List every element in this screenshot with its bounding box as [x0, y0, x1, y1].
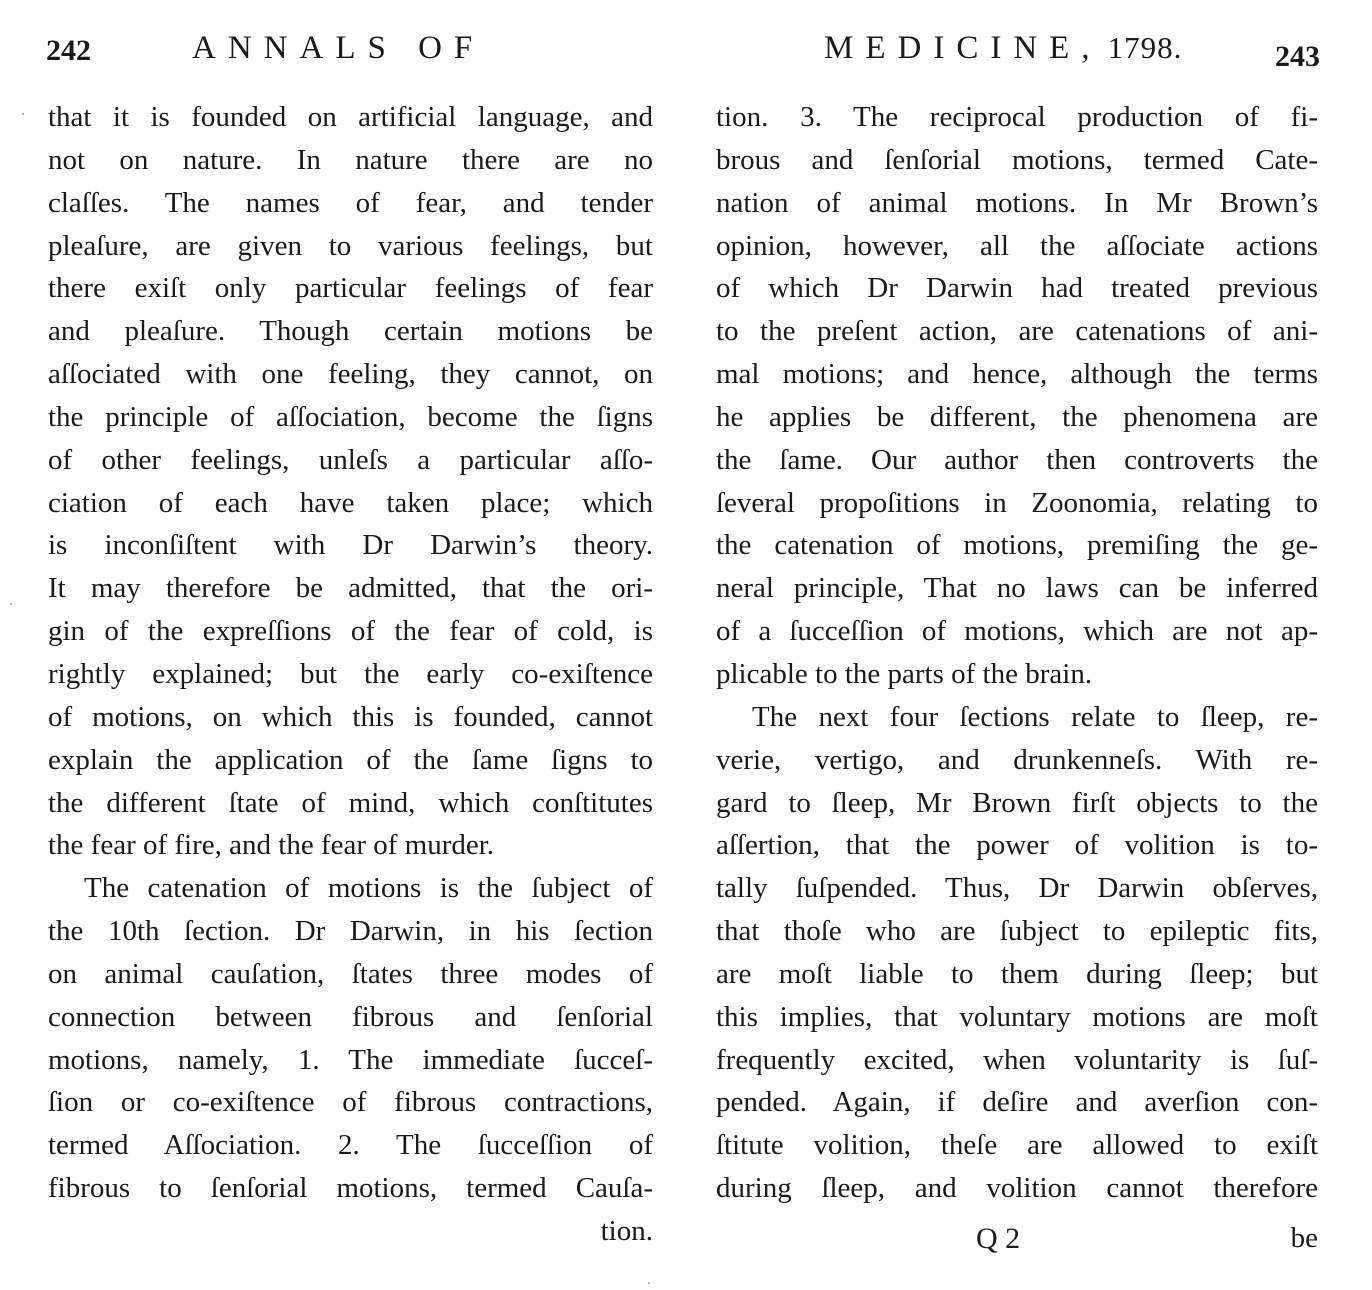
- text-line: motions, namely, 1. The immediate ſucceſ-: [48, 1043, 653, 1076]
- text-line: It may therefore be admitted, that the ori-: [48, 572, 653, 605]
- text-line: of other feelings, unleſs a particular aſſo-: [48, 443, 653, 476]
- text-line: of a ſucceſſion of motions, which are not ap-: [716, 615, 1318, 648]
- text-line: nation of animal motions. In Mr Brown’s: [716, 186, 1318, 219]
- page-footer-right: [716, 1222, 1318, 1264]
- catchword: be: [1290, 1222, 1318, 1254]
- text-line: to the preſent action, are catenations of ani-: [716, 315, 1318, 348]
- running-head-year: 1798.: [1107, 30, 1183, 65]
- text-line: tion. 3. The reciprocal production of fi-: [716, 101, 1318, 133]
- text-line: there exiſt only particular feelings of fear: [48, 272, 653, 305]
- text-line: the catenation of motions, premiſing the ge-: [716, 529, 1318, 562]
- text-line: pleaſure, are given to various feelings, but: [48, 229, 653, 262]
- running-head-right: [686, 30, 1372, 74]
- text-line: fibrous to ſenſorial motions, termed Cauſa-: [48, 1172, 653, 1205]
- print-speck: [22, 113, 24, 115]
- running-head-word: MEDICINE,: [824, 30, 1102, 66]
- text-line: the ſame. Our author then controverts the: [716, 443, 1318, 476]
- text-line: on animal cauſation, ſtates three modes of: [48, 957, 653, 990]
- right-page: [686, 0, 1372, 1290]
- text-line: gard to ſleep, Mr Brown firſt objects to the: [716, 786, 1318, 819]
- text-line: brous and ſenſorial motions, termed Cate-: [716, 143, 1318, 176]
- text-line: the principle of aſſociation, become the ſigns: [48, 400, 653, 433]
- text-column-right: [716, 96, 1318, 1210]
- text-line: of motions, on which this is founded, cannot: [48, 700, 653, 733]
- text-line: plicable to the parts of the brain.: [716, 657, 1093, 690]
- text-line: opinion, however, all the aſſociate actions: [716, 229, 1318, 262]
- text-line: explain the application of the ſame ſigns to: [48, 743, 653, 776]
- text-line: this implies, that voluntary motions are moſt: [716, 1000, 1318, 1033]
- text-line: ciation of each have taken place; which: [48, 486, 653, 519]
- text-column-left: [48, 96, 653, 1253]
- text-line: ſion or co-exiſtence of fibrous contractions,: [48, 1086, 653, 1119]
- text-line: is inconſiſtent with Dr Darwin’s theory.: [48, 529, 653, 562]
- text-line: rightly explained; but the early co-exiſtence: [48, 657, 653, 690]
- text-line: during ſleep, and volition cannot therefore: [716, 1172, 1318, 1205]
- signature-mark: Q 2: [976, 1222, 1021, 1255]
- text-line: he applies be different, the phenomena are: [716, 400, 1318, 433]
- running-head-left: [0, 30, 686, 74]
- print-speck: [10, 603, 12, 605]
- text-line: that it is founded on artificial language, and: [48, 101, 653, 133]
- print-speck: [648, 1282, 650, 1284]
- text-line: claſſes. The names of fear, and tender: [48, 186, 653, 219]
- text-line: The next four ſections relate to ſleep, re-: [752, 700, 1318, 733]
- text-line: gin of the expreſſions of the fear of cold, is: [48, 615, 653, 648]
- page-number-left: 242: [46, 34, 91, 67]
- text-line: tion.: [600, 1214, 653, 1247]
- text-line: are moſt liable to them during ſleep; but: [716, 957, 1318, 990]
- text-line: the 10th ſection. Dr Darwin, in his ſection: [48, 915, 653, 948]
- running-head-title-left: ANNALS OF: [192, 30, 485, 66]
- page-number-right: 243: [1275, 40, 1320, 73]
- text-line: ſeveral propoſitions in Zoonomia, relating to: [716, 486, 1318, 519]
- text-line: aſſociated with one feeling, they cannot, on: [48, 358, 653, 391]
- text-line: termed Aſſociation. 2. The ſucceſſion of: [48, 1129, 653, 1162]
- text-line: frequently excited, when voluntarity is ſuſ-: [716, 1043, 1318, 1076]
- text-line: the different ſtate of mind, which conſtitutes: [48, 786, 653, 819]
- text-line: the fear of fire, and the fear of murder.: [48, 829, 495, 862]
- text-line: of which Dr Darwin had treated previous: [716, 272, 1318, 305]
- text-line: connection between fibrous and ſenſorial: [48, 1000, 653, 1033]
- running-head-title-right: [824, 30, 1182, 67]
- text-line: not on nature. In nature there are no: [48, 143, 653, 176]
- text-line: mal motions; and hence, although the terms: [716, 358, 1318, 391]
- text-line: aſſertion, that the power of volition is to-: [716, 829, 1318, 862]
- text-line: verie, vertigo, and drunkenneſs. With re-: [716, 743, 1318, 776]
- text-line: that thoſe who are ſubject to epileptic fits,: [716, 915, 1318, 948]
- text-line: pended. Again, if deſire and averſion con-: [716, 1086, 1318, 1119]
- text-line: and pleaſure. Though certain motions be: [48, 315, 653, 348]
- text-line: tally ſuſpended. Thus, Dr Darwin obſerves,: [716, 872, 1318, 905]
- text-line: ſtitute volition, theſe are allowed to exiſt: [716, 1129, 1318, 1162]
- text-line: The catenation of motions is the ſubject of: [84, 872, 653, 905]
- text-line: neral principle, That no laws can be inferred: [716, 572, 1318, 605]
